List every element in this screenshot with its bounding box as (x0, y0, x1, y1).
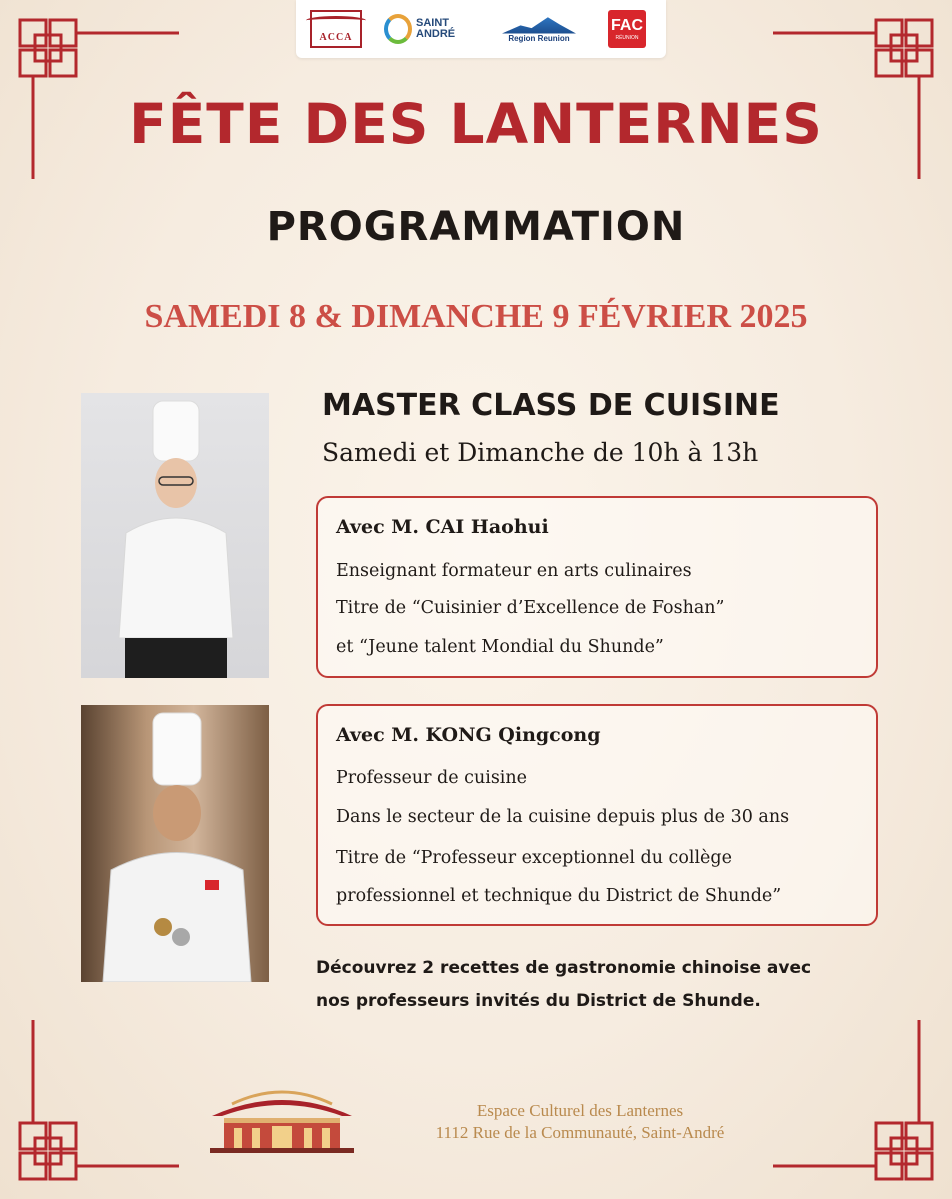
chef-name: Avec M. CAI Haohui (336, 516, 549, 538)
announcement-line: Découvrez 2 recettes de gastronomie chinoise avec (316, 958, 812, 978)
chef-detail: professionnel et technique du District de Shunde” (336, 886, 782, 906)
chef-cai-photo (81, 393, 269, 678)
master-class-schedule: Samedi et Dimanche de 10h à 13h (322, 438, 759, 467)
chef-detail: Titre de “Cuisinier d’Excellence de Foshan” (336, 598, 725, 618)
saint-andre-swirl-icon (384, 14, 412, 44)
programme-heading: PROGRAMMATION (266, 204, 686, 250)
region-reunion-logo: Region Reunion (498, 8, 580, 50)
venue-address: 1112 Rue de la Communauté, Saint-André (435, 1123, 725, 1142)
chef-detail: Dans le secteur de la cuisine depuis plus de 30 ans (336, 807, 790, 827)
event-dates: SAMEDI 8 & DIMANCHE 9 FÉVRIER 2025 (144, 298, 808, 335)
mountain-icon (502, 16, 576, 34)
recipes-announcement (316, 952, 916, 1018)
chef-detail: Titre de “Professeur exceptionnel du collège (336, 848, 732, 868)
partner-logos (296, 0, 666, 58)
temple-building-icon (202, 1080, 362, 1154)
chef-detail: Professeur de cuisine (336, 768, 528, 788)
fac-reunion-logo: FAC RÉUNION (606, 8, 648, 50)
venue-info (350, 1100, 810, 1144)
chef-detail: Enseignant formateur en arts culinaires (336, 561, 692, 581)
corner-ornament-bottom-left (14, 1015, 184, 1185)
chef-card-cai (316, 496, 878, 678)
chef-card-kong (316, 704, 878, 926)
chef-kong-photo (81, 705, 269, 982)
chef-name: Avec M. KONG Qingcong (336, 724, 601, 746)
announcement-line: nos professeurs invités du District de Shunde. (316, 991, 761, 1011)
saint-andre-logo: SAINT ANDRÉ (384, 8, 484, 50)
acca-logo: ACCA (308, 8, 364, 50)
event-title: FÊTE DES LANTERNES (129, 92, 823, 156)
venue-name: Espace Culturel des Lanternes (476, 1101, 684, 1120)
chef-detail: et “Jeune talent Mondial du Shunde” (336, 637, 664, 657)
master-class-title: MASTER CLASS DE CUISINE (322, 388, 780, 423)
